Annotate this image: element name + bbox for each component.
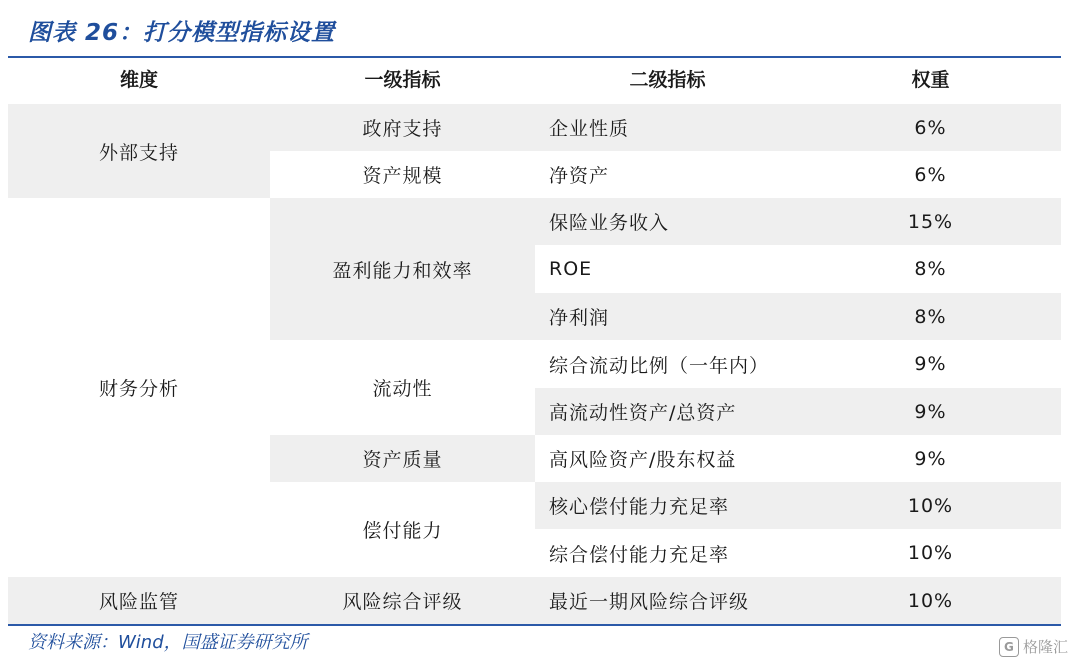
level2-cell: 核心偿付能力充足率 — [549, 496, 730, 518]
level2-cell: 综合偿付能力充足率 — [549, 543, 730, 566]
header-level2: 二级指标 — [629, 69, 706, 91]
level1-cell: 政府支持 — [362, 118, 443, 140]
level2-cell: 高风险资产/股东权益 — [549, 449, 737, 471]
weight-cell: 8% — [914, 258, 947, 280]
level2-cell: 综合流动比例（一年内） — [549, 354, 770, 377]
level2-cell: 企业性质 — [549, 118, 630, 140]
level2-cell: 高流动性资产/总资产 — [549, 402, 737, 424]
dimension-cell: 外部支持 — [98, 141, 179, 164]
weight-cell: 10% — [907, 494, 954, 517]
level1-cell: 流动性 — [372, 378, 433, 400]
level1-cell: 偿付能力 — [362, 520, 443, 542]
dimension-cell: 风险监管 — [98, 591, 179, 613]
weight-cell: 10% — [907, 589, 954, 612]
level1-cell: 盈利能力和效率 — [332, 259, 473, 282]
level1-cell: 资产规模 — [362, 165, 443, 187]
page-title: 图表 26：打分模型指标设置 — [28, 20, 336, 46]
dimension-cell: 财务分析 — [98, 378, 179, 400]
weight-cell: 9% — [914, 353, 947, 375]
level2-cell: 净利润 — [549, 307, 610, 329]
watermark — [999, 636, 1068, 657]
weight-cell: 9% — [914, 447, 947, 470]
header-weight: 权重 — [911, 69, 950, 91]
level1-cell: 风险综合评级 — [342, 591, 463, 613]
weight-cell: 6% — [914, 163, 947, 186]
bottom-rule — [8, 624, 1061, 626]
level2-cell: 保险业务收入 — [549, 212, 670, 234]
level2-cell: 净资产 — [549, 165, 610, 187]
source-note: 资料来源：Wind，国盛证券研究所 — [28, 632, 308, 653]
level2-cell: 最近一期风险综合评级 — [549, 591, 750, 613]
header-dimension: 维度 — [119, 69, 158, 91]
weight-cell: 15% — [907, 210, 954, 233]
watermark-logo-icon: G — [999, 637, 1019, 657]
weight-cell: 10% — [907, 542, 954, 564]
header-level1: 一级指标 — [364, 69, 441, 91]
watermark-text: 格隆汇 — [1022, 638, 1068, 656]
weight-cell: 8% — [914, 305, 947, 328]
level1-cell: 资产质量 — [362, 449, 443, 471]
weight-cell: 6% — [914, 116, 947, 139]
level2-cell: ROE — [549, 258, 593, 280]
weight-cell: 9% — [914, 400, 947, 423]
